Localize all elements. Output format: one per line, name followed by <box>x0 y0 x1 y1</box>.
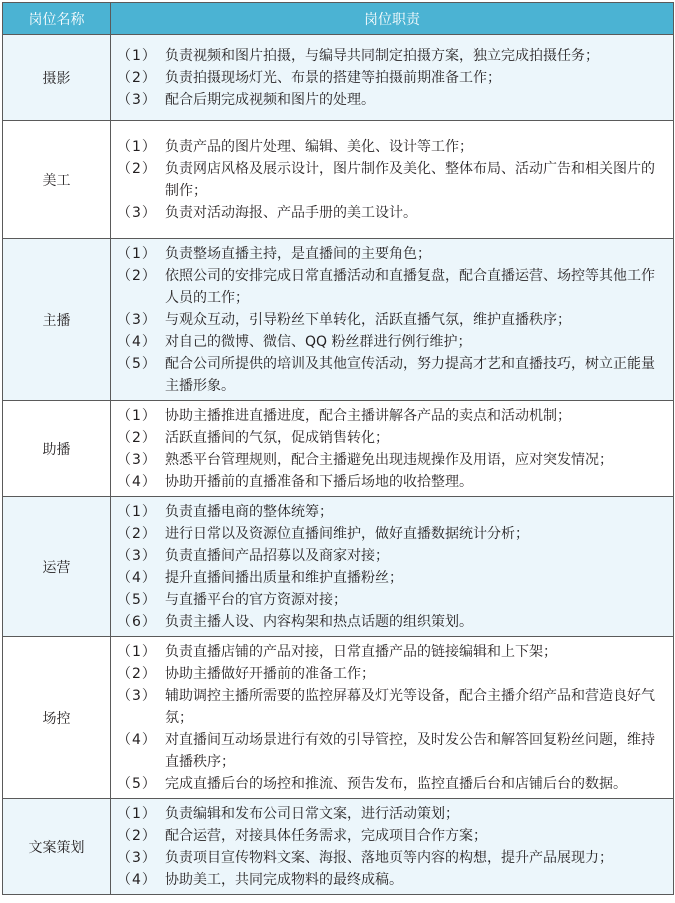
duty-number: （1） <box>117 407 157 424</box>
table-row <box>3 35 674 121</box>
duty-text: 负责对活动海报、产品手册的美工设计。 <box>165 204 417 221</box>
duty-item <box>117 89 667 111</box>
duty-text: 完成直播后台的场控和推流、预告发布，监控直播后台和店铺后台的数据。 <box>165 775 627 792</box>
duty-number: （5） <box>117 775 157 792</box>
duties-cell <box>111 799 674 895</box>
duty-text: 负责视频和图片拍摄，与编导共同制定拍摄方案，独立完成拍摄任务； <box>165 47 599 64</box>
duty-number: （4） <box>117 731 157 748</box>
duty-item <box>117 523 667 545</box>
duty-number: （2） <box>117 160 157 177</box>
duty-item <box>117 501 667 523</box>
duty-item <box>117 611 667 633</box>
duty-item <box>117 331 667 353</box>
duty-text: 负责编辑和发布公司日常文案，进行活动策划； <box>165 805 459 822</box>
duty-text: 对直播间互动场景进行有效的引导管控，及时发公告和解答回复粉丝问题，维持直播秩序； <box>165 731 655 770</box>
duty-number: （6） <box>117 613 157 630</box>
duty-item <box>117 729 667 773</box>
position-name-cell: 美工 <box>3 121 111 239</box>
duty-text: 配合公司所提供的培训及其他宣传活动，努力提高才艺和直播技巧，树立正能量主播形象。 <box>165 355 655 394</box>
duty-number: （1） <box>117 503 157 520</box>
duty-text: 负责项目宣传物料文案、海报、落地页等内容的构想，提升产品展现力； <box>165 849 613 866</box>
duty-item <box>117 158 667 202</box>
duty-item <box>117 243 667 265</box>
duties-cell <box>111 637 674 799</box>
duty-item <box>117 685 667 729</box>
duty-number: （3） <box>117 204 157 221</box>
duty-item <box>117 641 667 663</box>
position-name-cell: 摄影 <box>3 35 111 121</box>
duty-number: （2） <box>117 69 157 86</box>
duty-number: （3） <box>117 311 157 328</box>
duty-number: （3） <box>117 687 157 704</box>
duty-item <box>117 589 667 611</box>
duty-text: 与直播平台的官方资源对接； <box>165 591 347 608</box>
job-responsibilities-table <box>2 2 674 895</box>
duty-text: 负责主播人设、内容构架和热点话题的组织策划。 <box>165 613 473 630</box>
duty-text: 负责整场直播主持，是直播间的主要角色； <box>165 245 431 262</box>
duty-item <box>117 427 667 449</box>
duty-text: 协助开播前的直播准备和下播后场地的收拾整理。 <box>165 473 473 490</box>
table-row <box>3 637 674 799</box>
duty-number: （5） <box>117 591 157 608</box>
duty-item <box>117 265 667 309</box>
duty-number: （4） <box>117 569 157 586</box>
duty-text: 配合后期完成视频和图片的处理。 <box>165 91 375 108</box>
duty-text: 提升直播间播出质量和维护直播粉丝； <box>165 569 403 586</box>
duty-number: （2） <box>117 267 157 284</box>
duties-cell <box>111 401 674 497</box>
table-header <box>3 3 674 35</box>
duty-item <box>117 869 667 891</box>
duty-number: （4） <box>117 333 157 350</box>
duty-text: 负责拍摄现场灯光、布景的搭建等拍摄前期准备工作； <box>165 69 501 86</box>
position-name-cell: 运营 <box>3 497 111 637</box>
duty-item <box>117 309 667 331</box>
position-name-cell: 主播 <box>3 239 111 401</box>
duty-number: （4） <box>117 871 157 888</box>
duty-text: 配合运营，对接具体任务需求，完成项目合作方案； <box>165 827 487 844</box>
duty-text: 负责网店风格及展示设计，图片制作及美化、整体布局、活动广告和相关图片的制作； <box>165 160 655 199</box>
duty-item <box>117 773 667 795</box>
duties-cell <box>111 121 674 239</box>
duty-text: 进行日常以及资源位直播间维护，做好直播数据统计分析； <box>165 525 529 542</box>
duty-number: （1） <box>117 245 157 262</box>
duty-text: 对自己的微博、微信、QQ 粉丝群进行例行维护； <box>165 333 472 350</box>
duty-text: 熟悉平台管理规则，配合主播避免出现违规操作及用语，应对突发情况； <box>165 451 613 468</box>
duty-item <box>117 803 667 825</box>
duty-text: 协助美工，共同完成物料的最终成稿。 <box>165 871 403 888</box>
table-row <box>3 401 674 497</box>
table-body <box>3 35 674 895</box>
duty-number: （2） <box>117 665 157 682</box>
duty-number: （2） <box>117 429 157 446</box>
position-name-cell: 场控 <box>3 637 111 799</box>
duties-cell <box>111 497 674 637</box>
duty-item <box>117 471 667 493</box>
duty-item <box>117 567 667 589</box>
header-position-name: 岗位名称 <box>3 3 111 35</box>
duty-text: 负责产品的图片处理、编辑、美化、设计等工作； <box>165 138 473 155</box>
duty-number: （3） <box>117 91 157 108</box>
duty-text: 与观众互动，引导粉丝下单转化，活跃直播气氛，维护直播秩序； <box>165 311 571 328</box>
duty-number: （5） <box>117 355 157 372</box>
duty-item <box>117 353 667 397</box>
duty-number: （1） <box>117 643 157 660</box>
table-row <box>3 121 674 239</box>
duty-number: （1） <box>117 138 157 155</box>
duties-cell <box>111 239 674 401</box>
duty-item <box>117 825 667 847</box>
duty-text: 协助主播推进直播进度，配合主播讲解各产品的卖点和活动机制； <box>165 407 571 424</box>
duty-text: 负责直播电商的整体统筹； <box>165 503 333 520</box>
duty-number: （3） <box>117 849 157 866</box>
duty-text: 负责直播间产品招募以及商家对接； <box>165 547 389 564</box>
duty-number: （3） <box>117 451 157 468</box>
duty-item <box>117 45 667 67</box>
duty-text: 协助主播做好开播前的准备工作； <box>165 665 375 682</box>
duty-item <box>117 202 667 224</box>
header-position-duties: 岗位职责 <box>111 3 674 35</box>
duty-text: 活跃直播间的气氛，促成销售转化； <box>165 429 389 446</box>
duty-item <box>117 136 667 158</box>
duty-item <box>117 663 667 685</box>
duty-number: （2） <box>117 827 157 844</box>
duty-item <box>117 545 667 567</box>
position-name-cell: 助播 <box>3 401 111 497</box>
duty-item <box>117 449 667 471</box>
duty-number: （2） <box>117 525 157 542</box>
duty-number: （4） <box>117 473 157 490</box>
duty-number: （1） <box>117 805 157 822</box>
duty-number: （1） <box>117 47 157 64</box>
duties-cell <box>111 35 674 121</box>
duty-text: 依照公司的安排完成日常直播活动和直播复盘，配合直播运营、场控等其他工作人员的工作； <box>165 267 655 306</box>
table-row <box>3 239 674 401</box>
duty-item <box>117 67 667 89</box>
duty-item <box>117 405 667 427</box>
duty-text: 辅助调控主播所需要的监控屏幕及灯光等设备，配合主播介绍产品和营造良好气氛； <box>165 687 655 726</box>
duty-number: （3） <box>117 547 157 564</box>
header-row <box>3 3 674 35</box>
position-name-cell: 文案策划 <box>3 799 111 895</box>
duty-item <box>117 847 667 869</box>
table-row <box>3 497 674 637</box>
duty-text: 负责直播店铺的产品对接，日常直播产品的链接编辑和上下架； <box>165 643 557 660</box>
table-row <box>3 799 674 895</box>
